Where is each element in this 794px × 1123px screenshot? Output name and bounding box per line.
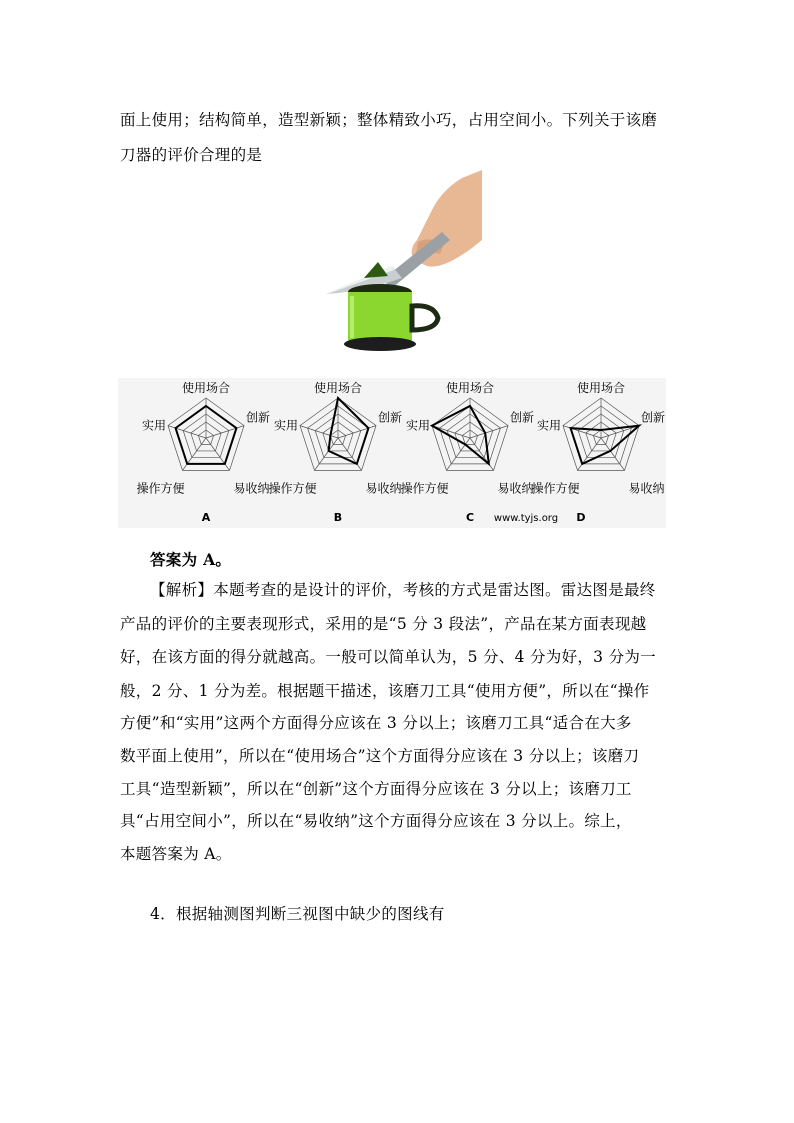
radar-axis-label: 使用场合 <box>445 381 495 395</box>
analysis-line-5: 方便”和“实用”这两个方面得分应该在 3 分以上；该磨刀工具“适合在大多 <box>120 714 632 732</box>
radar-chart-label: A <box>201 511 211 524</box>
radar-series-B <box>329 398 369 464</box>
knife-sharpener-photo <box>322 170 482 360</box>
radar-charts <box>118 378 666 528</box>
radar-axis-label: 操作方便 <box>136 481 185 496</box>
radar-axis-label: 创新 <box>378 410 403 425</box>
answer: 答案为 A。 <box>150 550 232 569</box>
radar-axis-label: 操作方便 <box>400 481 449 496</box>
analysis-line-2: 产品的评价的主要表现形式，采用的是“5 分 3 段法”，产品在某方面表现越 <box>120 615 647 633</box>
radar-axis-label: 操作方便 <box>268 481 317 496</box>
radar-axis-label: 实用 <box>273 418 298 433</box>
question-line-2: 刀器的评价合理的是 <box>120 146 263 164</box>
radar-chart-label: C <box>465 511 475 524</box>
radar-axis-label: 易收纳 <box>628 481 665 496</box>
watermark-text: www.tyjs.org <box>493 513 559 524</box>
radar-axis-label: 创新 <box>641 410 666 425</box>
radar-axis-label: 实用 <box>141 418 166 433</box>
analysis-line-6: 数平面上使用”，所以在“使用场合”这个方面得分应该在 3 分以上；该磨刀 <box>120 747 640 765</box>
analysis-line-9: 本题答案为 A。 <box>120 845 232 863</box>
next-question: 4．根据轴测图判断三视图中缺少的图线有 <box>150 905 445 923</box>
radar-axis-label: 操作方便 <box>531 481 580 496</box>
analysis-line-7: 工具“造型新颖”，所以在“创新”这个方面得分应该在 3 分以上；该磨刀工 <box>120 780 632 798</box>
analysis-line-1: 【解析】本题考查的是设计的评价，考核的方式是雷达图。雷达图是最终 <box>150 581 656 599</box>
radar-axis-label: 实用 <box>536 418 561 433</box>
radar-axis-label: 易收纳 <box>497 481 534 496</box>
radar-axis-label: 使用场合 <box>576 381 626 395</box>
radar-axis-label: 实用 <box>405 418 430 433</box>
radar-axis-label: 创新 <box>246 410 271 425</box>
analysis-line-8: 具“占用空间小”，所以在“易收纳”这个方面得分应该在 3 分以上。综上， <box>120 812 632 830</box>
analysis-line-4: 般，2 分、1 分为差。根据题干描述，该磨刀工具“使用方便”，所以在“操作 <box>120 682 650 700</box>
radar-axis-label: 使用场合 <box>181 381 231 395</box>
radar-axis-label: 使用场合 <box>313 381 363 395</box>
question-line-1: 面上使用；结构简单，造型新颖；整体精致小巧，占用空间小。下列关于该磨 <box>120 111 658 129</box>
radar-axis-label: 易收纳 <box>233 481 270 496</box>
radar-axis-label: 易收纳 <box>365 481 402 496</box>
radar-chart-label: D <box>576 511 586 524</box>
radar-axis-label: 创新 <box>510 410 535 425</box>
radar-chart-label: B <box>333 511 343 524</box>
analysis-line-3: 好，在该方面的得分就越高。一般可以简单认为，5 分、4 分为好，3 分为一 <box>120 648 656 666</box>
